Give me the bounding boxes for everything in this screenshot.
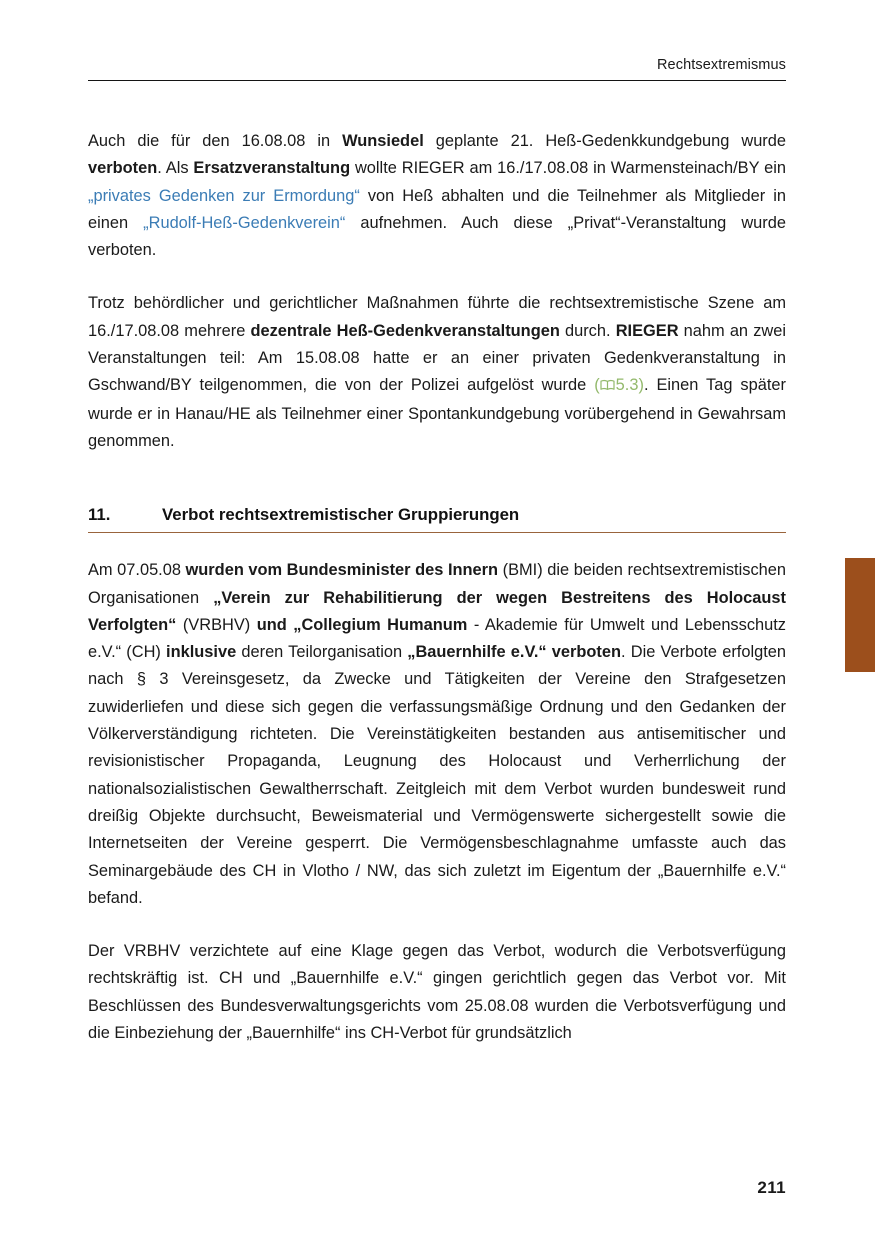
p1-text-4: wollte RIEGER am 16./17.08.08 in Warmensteinach/BY ein — [350, 159, 786, 178]
xref-open-paren: ( — [594, 376, 600, 395]
p3-bold-bauernhilfe-verboten: „Bauernhilfe e.V.“ verboten — [407, 643, 622, 662]
heading-spacer — [88, 481, 786, 505]
p2-text-4: . Einen Tag später wurde er in Hanau/HE als Teilnehmer einer Spontankundgebung vorübergehend in Gewahrsam genommen. — [88, 376, 786, 450]
text-column — [88, 128, 786, 1047]
p2-text-3: nahm an zwei Veranstaltungen teil: Am 15.08.08 hatte er an einer privaten Gedenkveranstaltung in Gschwand/BY teilgenommen, die von der Polizei aufgelöst wurde — [88, 321, 786, 395]
cross-reference-5-3[interactable] — [594, 376, 644, 394]
p3-text-2: (BMI) die beiden rechtsextremistischen Organisationen — [88, 561, 786, 607]
chapter-side-tab — [845, 558, 875, 672]
p3-text-3: (VRBHV) — [176, 615, 257, 634]
paragraph-3 — [88, 557, 786, 912]
section-heading — [88, 505, 786, 533]
p3-text-6: . Die Verbote erfolgten nach § 3 Vereinsgesetz, da Zwecke und Tätigkeiten der Vereine den Strafgesetzen zuwiderliefen und diese sich gegen die verfassungsmäßige Ordnung und den Gedanken der Völkerverständigung richteten. Die Vereinstätigkeiten bestanden aus antisemitischer und revisionistischer Propaganda, Leugnung des Holocaust und Verherrlichung der nationalsozialistischen Gewaltherrschaft. Zeitgleich mit dem Verbot wurden bundesweit rund dreißig Objekte durchsucht, Beweismaterial und Vermögenswerte sichergestellt sowie die Internetseiten der Vereine gesperrt. Die Vermögensbeschlagnahme umfasste auch das Seminargebäude des CH in Vlotho / NW, das sich zuletzt im Eigentum der „Bauernhilfe e.V.“ befand. — [88, 643, 786, 907]
p4-text-1: Der VRBHV verzichtete auf eine Klage gegen das Verbot, wodurch die Verbotsverfügung rechtskräftig ist. CH und „Bauernhilfe e.V.“ gingen gerichtlich gegen das Verbot vor. Mit Beschlüssen des Bundesverwaltungsgerichts vom 25.08.08 wurden die Verbotsverfügung und die Einbeziehung der „Bauernhilfe“ ins CH-Verbot für grundsätzlich — [88, 942, 786, 1043]
running-head-rule — [88, 80, 786, 81]
p2-bold-dezentrale: dezentrale Heß-Gedenkveranstaltungen — [250, 321, 560, 340]
xref-close-paren: ) — [638, 376, 644, 395]
p3-bold-verein-rehabilitierung: „Verein zur Rehabilitierung der wegen Bestreitens des Holocaust Verfolgten“ — [88, 588, 786, 634]
p1-bold-verboten: verboten — [88, 159, 158, 178]
section-title: Verbot rechtsextremistischer Gruppierungen — [162, 505, 520, 525]
p3-bold-inklusive: inklusive — [166, 643, 237, 662]
section-number: 11. — [88, 505, 111, 525]
running-head — [88, 56, 786, 81]
p3-text-1: Am 07.05.08 — [88, 561, 186, 580]
p1-text-2: geplante 21. Heß-Gedenkkundgebung wurde — [423, 132, 786, 150]
book-icon — [600, 373, 615, 400]
page-number: 211 — [757, 1178, 786, 1197]
p2-bold-rieger: RIEGER — [615, 321, 679, 340]
paragraph-2 — [88, 290, 786, 455]
paragraph-4 — [88, 938, 786, 1047]
running-head-text: Rechtsextremismus — [656, 57, 786, 73]
p1-text-1: Auch die für den 16.08.08 in — [88, 132, 343, 150]
p3-text-5: deren Teilorganisation — [236, 643, 408, 662]
xref-label: 5.3 — [615, 376, 639, 395]
paragraph-1 — [88, 128, 786, 264]
p3-bold-bundesminister: wurden vom Bundesminister des Innern — [185, 561, 499, 580]
p1-quote-privates-gedenken[interactable]: „privates Gedenken zur Ermordung“ — [88, 186, 360, 205]
p1-text-5: von Heß abhalten und die Teilnehmer als Mitglieder in einen — [88, 186, 786, 232]
p1-bold-wunsiedel: Wunsiedel — [342, 132, 424, 150]
p3-bold-collegium-humanum: und „Collegium Humanum — [256, 615, 468, 634]
p2-text-2: durch. — [559, 321, 616, 340]
p1-text-3: . Als — [157, 159, 194, 178]
p1-text-6: aufnehmen. Auch diese „Privat“-Veranstaltung wurde verboten. — [88, 213, 786, 260]
p2-text-1: Trotz behördlicher und gerichtlicher Maßnahmen führte die rechtsextremistische Szene am 16./17.08.08 mehrere — [88, 294, 786, 340]
p1-bold-ersatzveranstaltung: Ersatzveranstaltung — [193, 159, 351, 178]
p3-text-4: - Akademie für Umwelt und Lebensschutz e.V.“ (CH) — [88, 615, 787, 662]
p1-quote-rudolf-hess-gedenkverein[interactable]: „Rudolf-Heß-Gedenkverein“ — [143, 213, 346, 232]
